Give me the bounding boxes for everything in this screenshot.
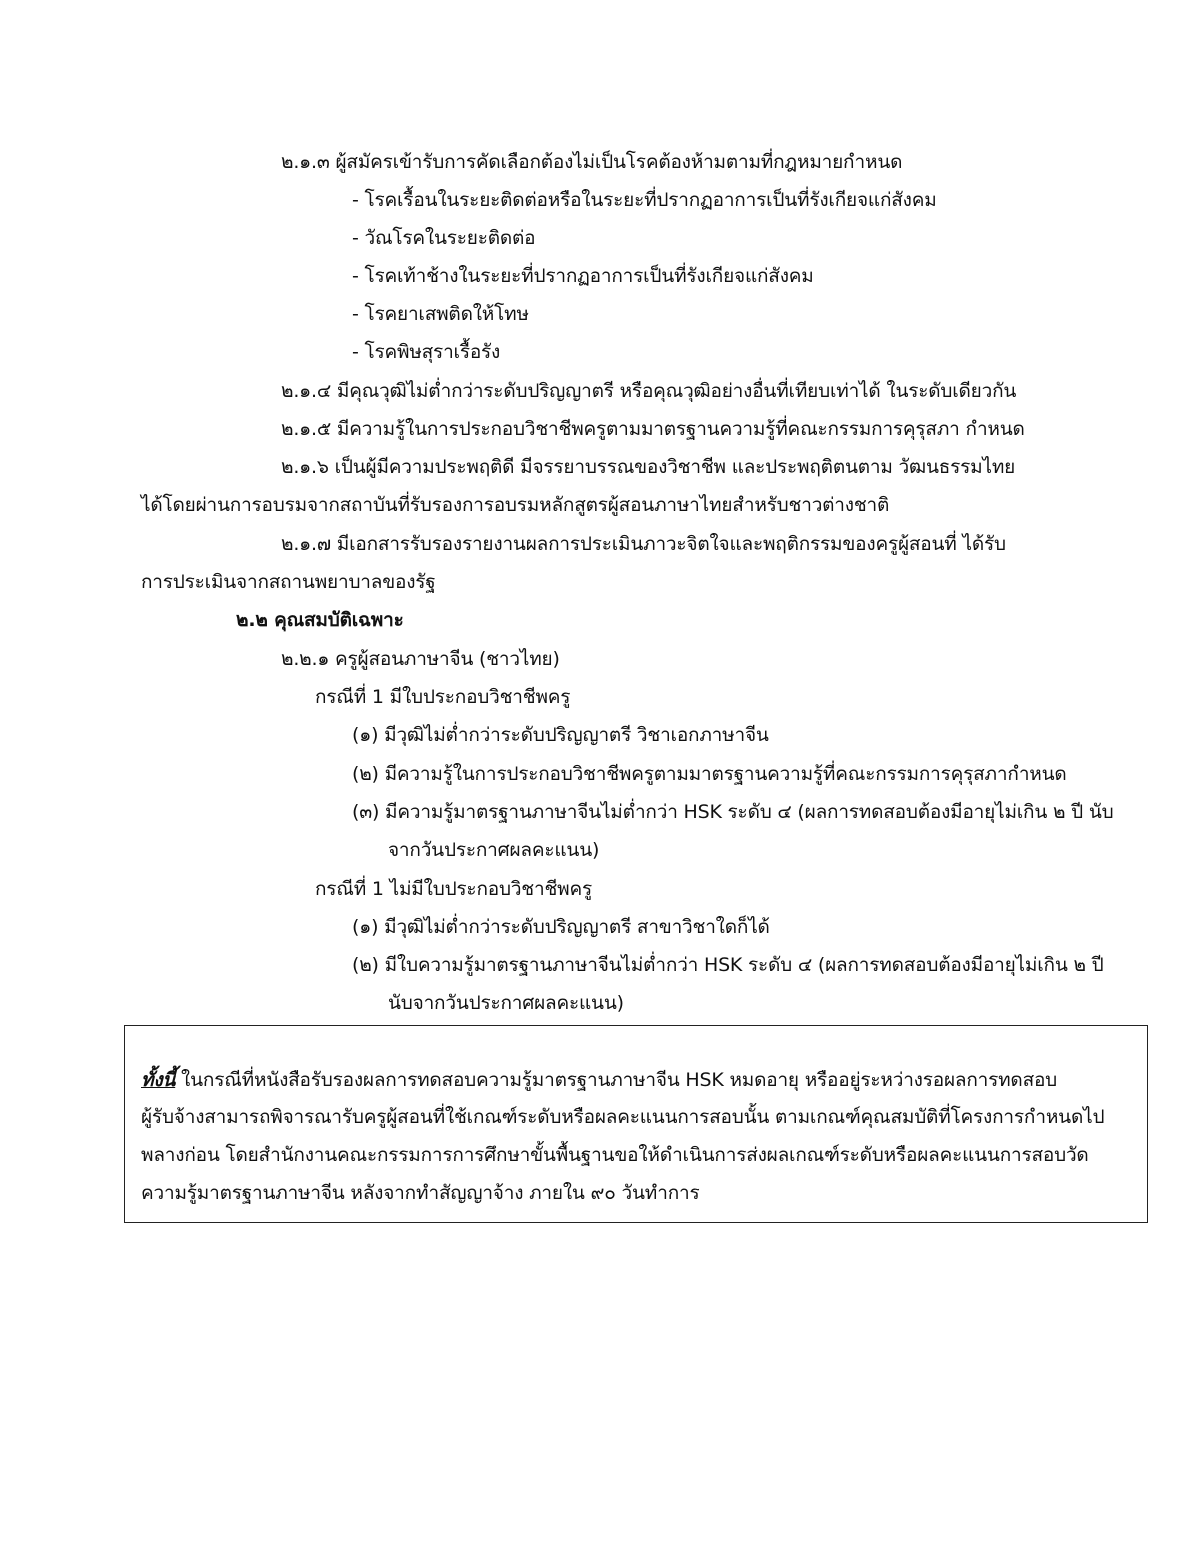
case-2-item-2-line1: (๒) มีใบความรู้มาตรฐานภาษาจีนไม่ต่ำกว่า HSK ระดับ ๔ (ผลการทดสอบต้องมีอายุไม่เกิน ๒ ปี — [352, 954, 1104, 976]
section-2-2-title: ๒.๒ คุณสมบัติเฉพาะ — [236, 609, 404, 631]
section-2-1-3-heading: ๒.๑.๓ ผู้สมัครเข้ารับการคัดเลือกต้องไม่เป็นโรคต้องห้ามตามที่กฎหมายกำหนด — [281, 151, 903, 173]
notice-line-3: พลางก่อน โดยสำนักงานคณะกรรมการการศึกษาขั้นพื้นฐานขอให้ดำเนินการส่งผลเกณฑ์ระดับหรือผลคะแนนการสอบวัด — [141, 1144, 1089, 1166]
section-2-1-7-line2: การประเมินจากสถานพยาบาลของรัฐ — [141, 571, 436, 593]
section-2-1-5: ๒.๑.๕ มีความรู้ในการประกอบวิชาชีพครูตามมาตรฐานความรู้ที่คณะกรรมการคุรุสภา กำหนด — [281, 418, 1025, 440]
disease-item-4: - โรคยาเสพติดให้โทษ — [352, 303, 529, 325]
section-2-1-7-line1: ๒.๑.๗ มีเอกสารรับรองรายงานผลการประเมินภาวะจิตใจและพฤติกรรมของครูผู้สอนที่ ได้รับ — [281, 533, 1006, 555]
section-2-1-6-line1: ๒.๑.๖ เป็นผู้มีความประพฤติดี มีจรรยาบรรณของวิชาชีพ และประพฤติตนตาม วัฒนธรรมไทย — [281, 456, 1016, 478]
case-2-item-1: (๑) มีวุฒิไม่ต่ำกว่าระดับปริญญาตรี สาขาวิชาใดก็ได้ — [352, 916, 770, 938]
section-2-1-4: ๒.๑.๔ มีคุณวุฒิไม่ต่ำกว่าระดับปริญญาตรี หรือคุณวุฒิอย่างอื่นที่เทียบเท่าได้ ในระดับเดียวกัน — [281, 380, 1017, 402]
disease-item-1: - โรคเรื้อนในระยะติดต่อหรือในระยะที่ปรากฏอาการเป็นที่รังเกียจแก่สังคม — [352, 189, 937, 211]
disease-item-2: - วัณโรคในระยะติดต่อ — [352, 227, 536, 249]
notice-line-4: ความรู้มาตรฐานภาษาจีน หลังจากทำสัญญาจ้าง ภายใน ๙๐ วันทำการ — [141, 1182, 700, 1204]
case-2-title: กรณีที่ 1 ไม่มีใบประกอบวิชาชีพครู — [315, 878, 592, 900]
case-1-item-1: (๑) มีวุฒิไม่ต่ำกว่าระดับปริญญาตรี วิชาเอกภาษาจีน — [352, 724, 769, 746]
section-2-2-1: ๒.๒.๑ ครูผู้สอนภาษาจีน (ชาวไทย) — [281, 648, 560, 670]
disease-item-5: - โรคพิษสุราเรื้อรัง — [352, 341, 501, 363]
case-1-title: กรณีที่ 1 มีใบประกอบวิชาชีพครู — [315, 686, 571, 708]
case-2-item-2-line2: นับจากวันประกาศผลคะแนน) — [388, 992, 624, 1014]
notice-line-2: ผู้รับจ้างสามารถพิจารณารับครูผู้สอนที่ใช้เกณฑ์ระดับหรือผลคะแนนการสอบนั้น ตามเกณฑ์คุณสมบัติที่โครงการกำหนดไป — [141, 1106, 1105, 1128]
notice-line-1 — [141, 1067, 1057, 1093]
notice-line-1-text: ในกรณีที่หนังสือรับรองผลการทดสอบความรู้มาตรฐานภาษาจีน HSK หมดอายุ หรืออยู่ระหว่างรอผลการทดสอบ — [175, 1069, 1058, 1091]
case-1-item-3-line2: จากวันประกาศผลคะแนน) — [388, 839, 600, 861]
section-2-1-6-line2: ได้โดยผ่านการอบรมจากสถาบันที่รับรองการอบรมหลักสูตรผู้สอนภาษาไทยสำหรับชาวต่างชาติ — [141, 494, 890, 516]
case-1-item-2: (๒) มีความรู้ในการประกอบวิชาชีพครูตามมาตรฐานความรู้ที่คณะกรรมการคุรุสภากำหนด — [352, 763, 1067, 785]
disease-item-3: - โรคเท้าช้างในระยะที่ปรากฏอาการเป็นที่รังเกียจแก่สังคม — [352, 265, 814, 287]
notice-lead: ทั้งนี้ — [141, 1069, 176, 1091]
case-1-item-3-line1: (๓) มีความรู้มาตรฐานภาษาจีนไม่ต่ำกว่า HSK ระดับ ๔ (ผลการทดสอบต้องมีอายุไม่เกิน ๒ ปี นับ — [352, 801, 1114, 823]
